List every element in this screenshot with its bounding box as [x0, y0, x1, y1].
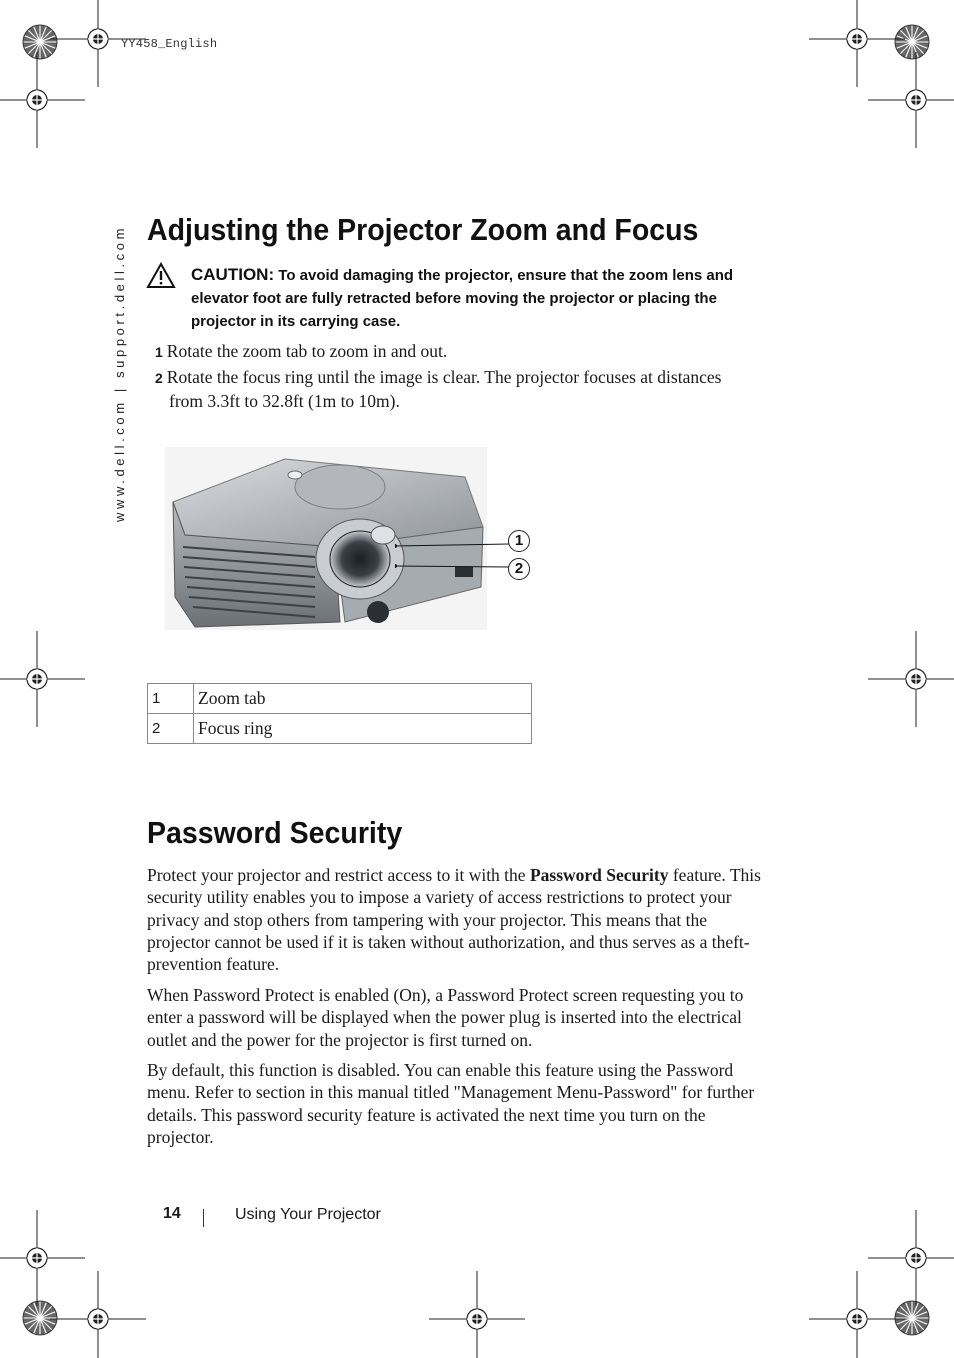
paragraph-protect: When Password Protect is enabled (On), a Password Protect screen requesting you to enter a password will be displayed when the power plug is inserted into the electrical outlet and the power for the projector is first turned on. — [147, 985, 744, 1050]
paragraph-intro — [147, 864, 772, 975]
p1-text-rest: feature. This security utility enables you to impose a variety of access restrictions to protect your privacy and stop others from tampering with your projector. This means that the projector cannot be used if it is taken without authorization, and thus serves as a theft-prevention feature. — [147, 865, 761, 975]
page-number: 14 — [163, 1205, 181, 1222]
caution-text: To avoid damaging the projector, ensure that the zoom lens and elevator foot are fully retracted before moving the projector or placing the projector in its carrying case. — [191, 267, 734, 330]
caution-icon — [146, 262, 176, 289]
side-url: www.dell.com | support.dell.com — [112, 224, 127, 522]
step-2-text-continued: from 3.3ft to 32.8ft (1m to 10m). — [169, 391, 400, 411]
legend-table — [147, 683, 532, 744]
legend-label: Focus ring — [194, 714, 532, 744]
p1-bold: Password Security — [529, 865, 669, 885]
step-1-text: Rotate the zoom tab to zoom in and out. — [166, 341, 448, 361]
step-2 — [155, 366, 775, 413]
step-1 — [155, 340, 775, 364]
section-title-zoom-focus: Adjusting the Projector Zoom and Focus — [147, 212, 699, 247]
step-2-text: Rotate the focus ring until the image is clear. The projector focuses at distances — [166, 367, 722, 387]
legend-label: Zoom tab — [194, 684, 532, 714]
callout-2: 2 — [508, 558, 530, 580]
caution-note — [191, 263, 781, 333]
p1-text: Protect your projector and restrict access to it with the — [147, 865, 530, 885]
paragraph-default: By default, this function is disabled. You can enable this feature using the Password menu. Refer to section in this manual titled "Management Menu-Password" for further details. This password security feature is activated the next time you turn on the projector. — [147, 1060, 755, 1147]
section-title-password-security: Password Security — [147, 815, 403, 850]
table-row — [148, 714, 532, 744]
footer-divider — [203, 1209, 204, 1227]
callout-lines — [395, 538, 510, 573]
legend-number: 1 — [148, 684, 194, 714]
footer-section-title: Using Your Projector — [235, 1206, 381, 1223]
file-tag: YY458_English — [121, 37, 218, 51]
step-1-number: 1 — [155, 344, 163, 360]
caution-label: CAUTION: — [191, 265, 275, 284]
table-row — [148, 684, 532, 714]
legend-number: 2 — [148, 714, 194, 744]
callout-1: 1 — [508, 530, 530, 552]
step-2-number: 2 — [155, 370, 163, 386]
